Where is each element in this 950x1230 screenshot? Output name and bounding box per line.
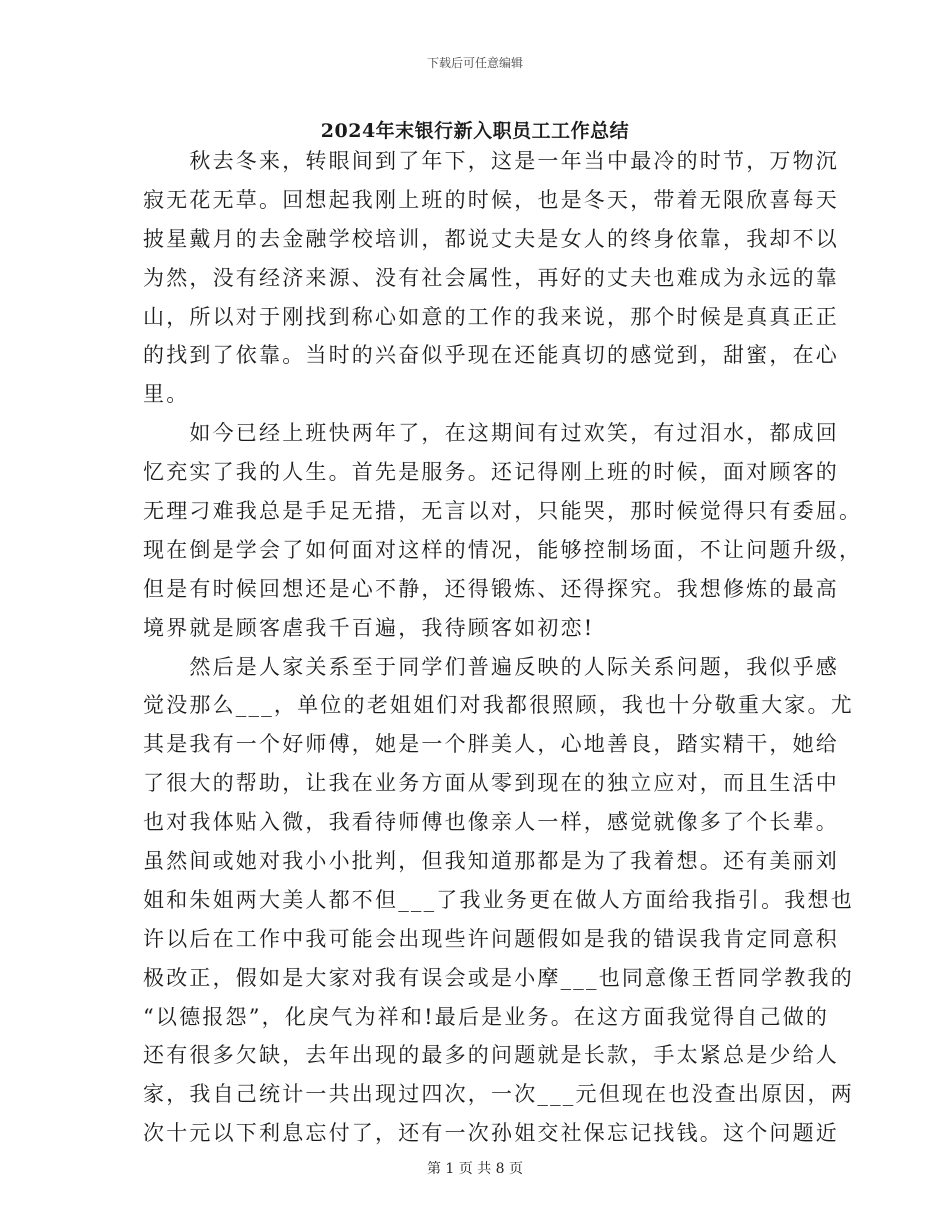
text-line: 山，所以对于刚找到称心如意的工作的我来说，那个时候是真真正正 [143,304,839,329]
text-line: 为然，没有经济来源、没有社会属性，再好的丈夫也难成为永远的靠 [143,265,839,290]
text-line: 无理刁难我总是手足无措，无言以对，只能哭，那时候觉得只有委屈。 [143,499,863,524]
text-line: 也对我体贴入微，我看待师傅也像亲人一样，感觉就像多了个长辈。 [143,810,839,835]
text-line: 里。 [143,382,190,407]
text-line: 秋去冬来，转眼间到了年下，这是一年当中最冷的时节，万物沉 [143,149,839,173]
document-body [143,142,863,1153]
text-line: 现在倒是学会了如何面对这样的情况，能够控制场面，不让问题升级， [143,537,863,562]
text-line: 的找到了依靠。当时的兴奋似乎现在还能真切的感觉到，甜蜜，在心 [143,343,839,368]
text-line: 忆充实了我的人生。首先是服务。还记得刚上班的时候，面对顾客的 [143,460,839,485]
text-line: “以德报怨”，化戾气为祥和!最后是业务。在这方面我觉得自己做的 [143,1004,830,1029]
page-header-note: 下载后可任意编辑 [426,56,523,70]
text-line: 其是我有一个好师傅，她是一个胖美人，心地善良，踏实精干，她给 [143,732,839,757]
text-line: 姐和朱姐两大美人都不但___了我业务更在做人方面给我指引。我想也 [143,887,854,912]
text-line: 还有很多欠缺，去年出现的最多的问题就是长款，手太紧总是少给人 [143,1043,839,1068]
text-line: 觉没那么___，单位的老姐姐们对我都很照顾，我也十分敬重大家。尤 [143,693,854,718]
document-title: 2024年末银行新入职员工工作总结 [320,120,630,142]
text-line: 许以后在工作中我可能会出现些许问题假如是我的错误我肯定同意积 [143,926,839,951]
text-line: 寂无花无草。回想起我刚上班的时候，也是冬天，带着无限欣喜每天 [143,187,839,212]
page-number: 第 1 页 共 8 页 [426,1161,524,1177]
text-line: 次十元以下利息忘付了，还有一次孙姐交社保忘记找钱。这个问题近 [143,1121,839,1146]
text-line: 家，我自己统计一共出现过四次，一次___元但现在也没查出原因，两 [143,1082,854,1107]
text-line: 然后是人家关系至于同学们普遍反映的人际关系问题，我似乎感 [143,654,839,679]
text-line: 披星戴月的去金融学校培训，都说丈夫是女人的终身依靠，我却不以 [143,226,839,251]
text-line: 了很大的帮助，让我在业务方面从零到现在的独立应对，而且生活中 [143,771,839,796]
text-line: 境界就是顾客虐我千百遍，我待顾客如初恋! [143,615,595,640]
text-line: 虽然间或她对我小小批判，但我知道那都是为了我着想。还有美丽刘 [143,849,839,874]
text-line: 极改正，假如是大家对我有误会或是小摩___也同意像王哲同学教我的 [143,965,854,990]
text-line: 但是有时候回想还是心不静，还得锻炼、还得探究。我想修炼的最高 [143,576,839,601]
text-line: 如今已经上班快两年了，在这期间有过欢笑，有过泪水，都成回 [143,421,839,446]
